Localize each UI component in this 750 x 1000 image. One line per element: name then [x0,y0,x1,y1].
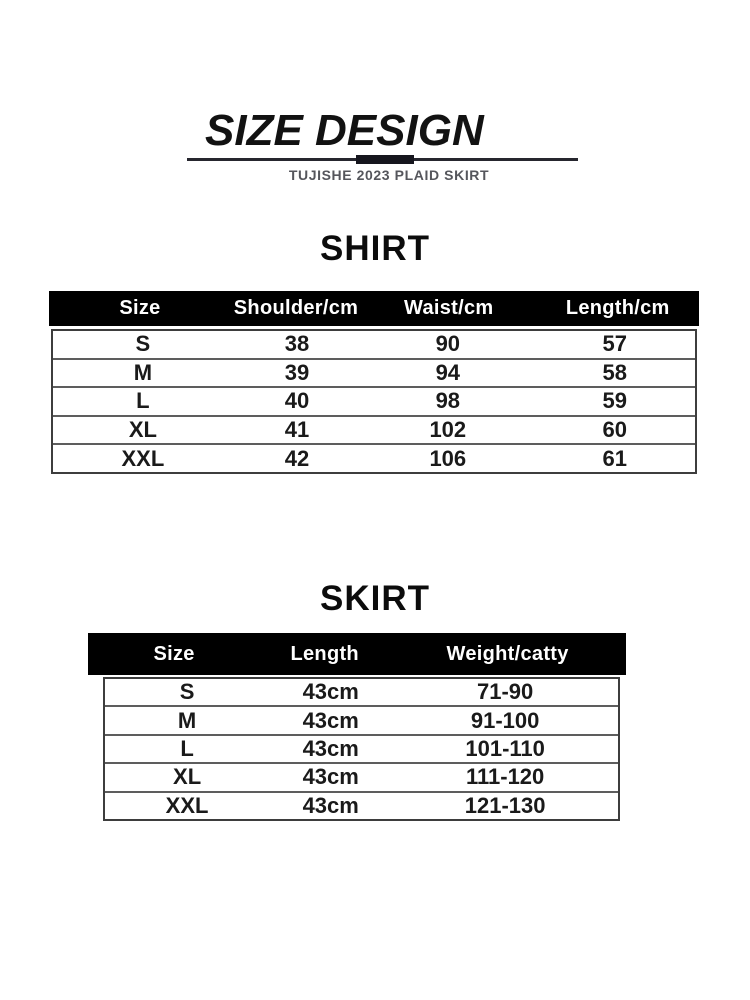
skirt-header-size: Size [153,642,195,665]
table-cell: 43cm [302,792,359,818]
skirt-table-row-l [105,736,618,764]
table-cell: 94 [435,359,461,385]
skirt-table-row-s [105,679,618,707]
skirt-table-row-xl [105,764,618,792]
table-cell: 121-130 [464,792,546,818]
table-cell: L [180,736,194,762]
shirt-table-row-s [53,331,695,360]
table-cell: XL [173,764,202,790]
shirt-table-row-xxl [53,445,695,472]
table-cell: 40 [284,388,310,414]
page-subtitle: TUJISHE 2023 PLAID SKIRT [288,167,490,183]
skirt-table-row-m [105,707,618,735]
shirt-header-shoulder: Shoulder/cm [233,297,359,319]
table-cell: 41 [284,417,310,443]
shirt-table-body [51,329,697,474]
table-cell: 43cm [302,707,359,733]
skirt-table-body [103,677,620,821]
table-cell: 39 [284,359,310,385]
table-cell: 111-120 [465,764,545,790]
table-cell: XXL [121,445,165,471]
table-cell: 43cm [302,679,359,705]
table-cell: M [177,707,197,733]
shirt-header-size: Size [119,297,161,319]
table-cell: 61 [602,445,627,471]
title-underline-accent [356,155,414,164]
table-cell: XL [128,417,157,443]
skirt-section-title: SKIRT [320,579,430,618]
table-cell: S [179,679,195,705]
table-cell: 98 [435,388,461,414]
table-cell: 91-100 [470,707,540,733]
table-cell: S [135,331,151,357]
table-cell: 106 [429,445,467,471]
skirt-table-header [88,633,626,675]
table-cell: 58 [602,359,627,385]
table-cell: 60 [602,417,627,443]
table-cell: 102 [429,417,467,443]
shirt-table-row-m [53,360,695,389]
shirt-table-row-l [53,388,695,417]
page-title: SIZE DESIGN [205,106,484,155]
table-cell: XXL [165,792,209,818]
shirt-table-header [49,291,699,326]
table-cell: L [136,388,150,414]
shirt-header-length: Length/cm [565,297,670,319]
table-cell: 90 [435,331,461,357]
shirt-header-waist: Waist/cm [404,297,494,319]
table-cell: 38 [284,331,310,357]
table-cell: 59 [602,388,627,414]
shirt-table-row-xl [53,417,695,446]
skirt-header-length: Length [290,642,359,665]
table-cell: 43cm [302,736,359,762]
skirt-header-weight: Weight/catty [446,642,569,665]
shirt-section-title: SHIRT [320,229,430,268]
table-cell: M [133,359,153,385]
table-cell: 57 [602,331,627,357]
table-cell: 101-110 [465,736,545,762]
table-cell: 43cm [302,764,359,790]
skirt-table-row-xxl [105,793,618,819]
table-cell: 71-90 [476,679,534,705]
table-cell: 42 [284,445,310,471]
